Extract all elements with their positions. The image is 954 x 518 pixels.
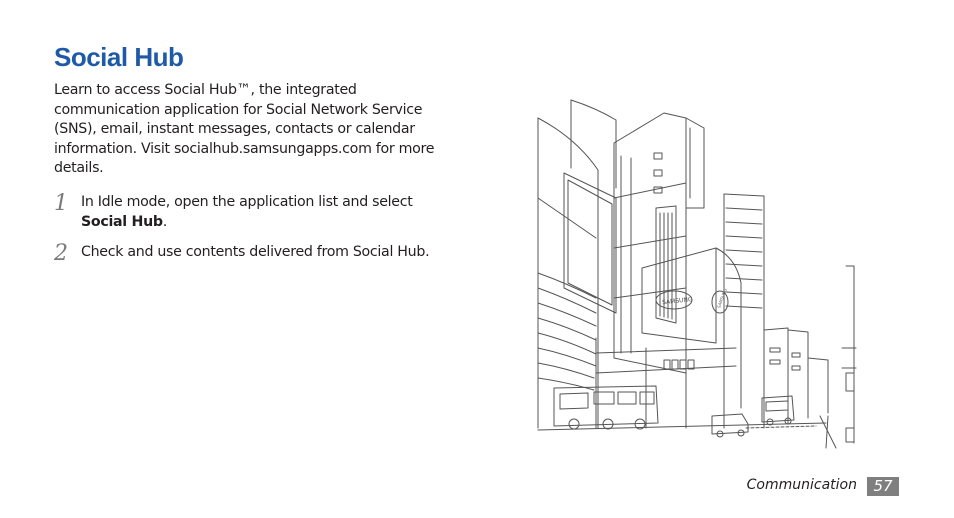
step-number: 1 <box>54 191 68 216</box>
step-text: Check and use contents delivered from Social Hub. <box>81 244 430 260</box>
billboard-sign-2: SAMSUNG <box>716 287 728 309</box>
page-title: Social Hub <box>54 42 184 72</box>
footer-section-label: Communication <box>746 477 857 493</box>
step-text-after: . <box>162 213 167 230</box>
step-bold-term: Social Hub <box>81 213 163 230</box>
step-text <box>81 193 444 232</box>
page-number-badge: 57 <box>867 477 899 496</box>
step-1 <box>54 193 444 232</box>
step-number: 2 <box>54 241 68 266</box>
step-text-before: In Idle mode, open the application list and select <box>81 194 413 210</box>
billboard-sign-1: SAMSUNG <box>661 296 693 307</box>
intro-paragraph: Learn to access Social Hub™, the integrated communication application for Social Network Service (SNS), email, instant messages, contacts or calendar information. Visit socialhub.samsungapps.com for more details. <box>54 82 435 176</box>
city-street-illustration <box>536 98 858 450</box>
step-2 <box>54 241 444 266</box>
